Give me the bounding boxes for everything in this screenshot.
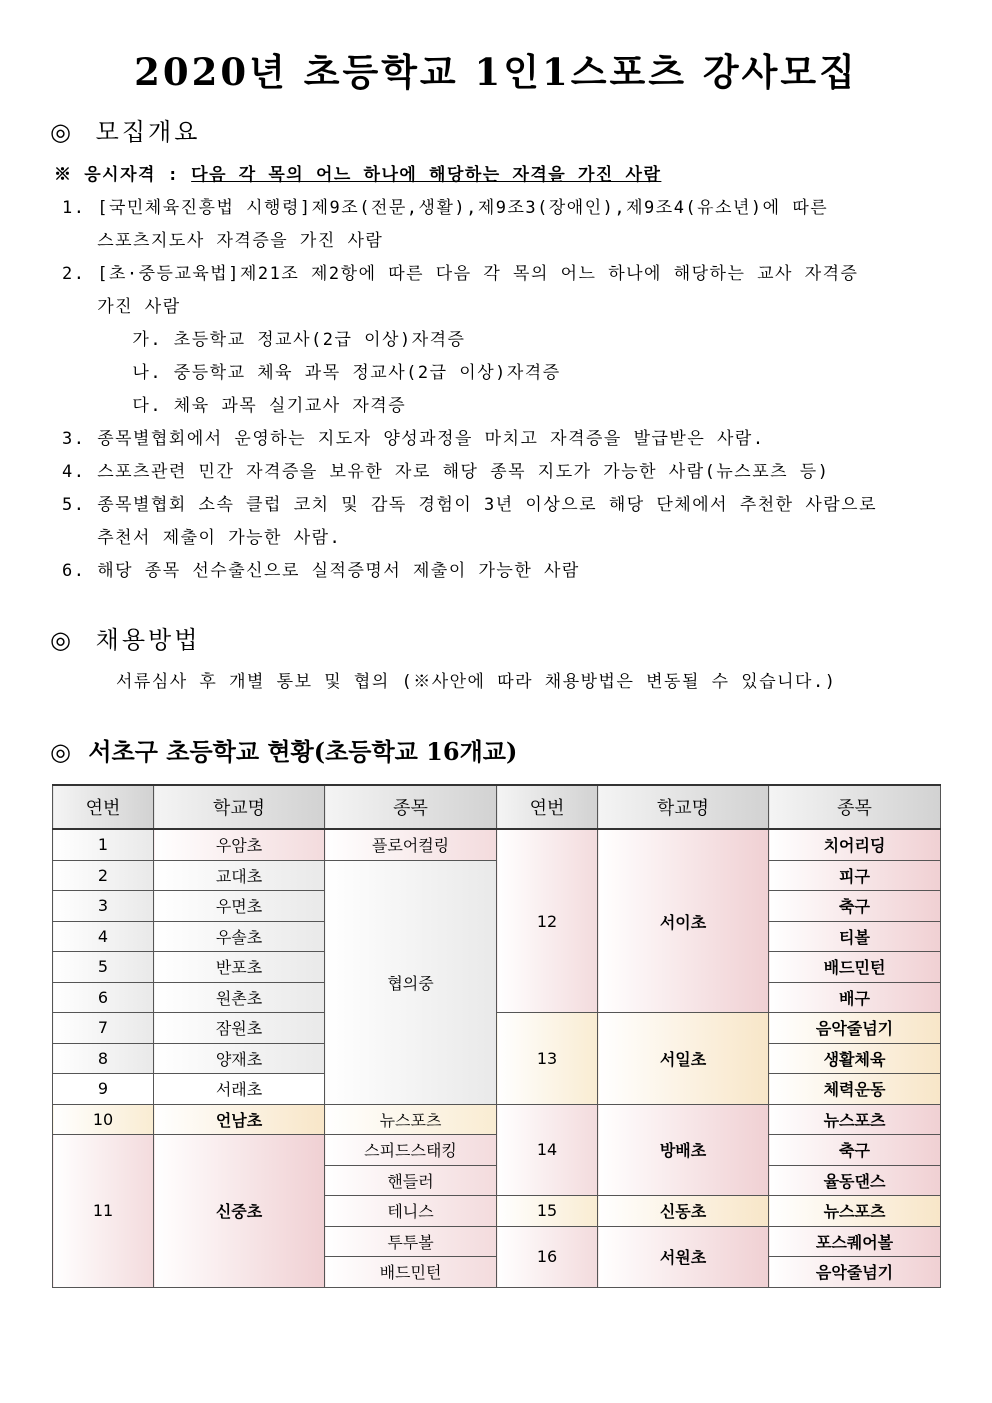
- school-name: 서일초: [598, 1013, 769, 1105]
- sport: 율동댄스: [769, 1165, 941, 1196]
- table-row: [53, 1104, 941, 1135]
- sport: 축구: [769, 891, 941, 922]
- sport: 투투볼: [325, 1226, 497, 1257]
- row-number: 7: [53, 1013, 154, 1044]
- list-item: 나. 중등학교 체육 과목 정교사(2급 이상)자격증: [62, 363, 561, 383]
- column-header: 연번: [497, 785, 598, 829]
- sport: 포스퀘어볼: [769, 1226, 941, 1257]
- list-item: 스포츠지도사 자격증을 가진 사람: [62, 231, 384, 251]
- sport: 티볼: [769, 921, 941, 952]
- row-number: 12: [497, 829, 598, 1013]
- school-status-table: [52, 784, 941, 1288]
- sport: 치어리딩: [769, 829, 941, 860]
- row-number: 11: [53, 1135, 154, 1288]
- method-text: 서류심사 후 개별 통보 및 협의 (※사안에 따라 채용방법은 변동될 수 있습니다.): [116, 672, 837, 692]
- row-number: 8: [53, 1043, 154, 1074]
- sport: 체력운동: [769, 1074, 941, 1105]
- sport: 뉴스포츠: [769, 1196, 941, 1227]
- school-name: 신동초: [598, 1196, 769, 1227]
- column-header: 종목: [769, 785, 941, 829]
- sport: 테니스: [325, 1196, 497, 1227]
- qualification-text: 다음 각 목의 어느 하나에 해당하는 자격을 가진 사람: [191, 165, 662, 185]
- sport: 생활체육: [769, 1043, 941, 1074]
- school-name: 우면초: [154, 891, 325, 922]
- section-heading-method: [50, 620, 200, 655]
- school-name: 원촌초: [154, 982, 325, 1013]
- school-name: 우솔초: [154, 921, 325, 952]
- list-item: 6. 해당 종목 선수출신으로 실적증명서 제출이 가능한 사람: [62, 561, 580, 581]
- school-name: 언남초: [154, 1104, 325, 1135]
- column-header: 종목: [325, 785, 497, 829]
- list-item: 1. [국민체육진흥법 시행령]제9조(전문,생활),제9조3(장애인),제9조4(유소년)에 따른: [62, 198, 829, 218]
- list-item: 추천서 제출이 가능한 사람.: [62, 528, 342, 548]
- row-number: 15: [497, 1196, 598, 1227]
- section-mark: ◎: [50, 118, 71, 146]
- sport: 음악줄넘기: [769, 1013, 941, 1044]
- sport: 플로어컬링: [325, 829, 497, 860]
- row-number: 9: [53, 1074, 154, 1105]
- sport: 음악줄넘기: [769, 1257, 941, 1288]
- row-number: 5: [53, 952, 154, 983]
- row-number: 4: [53, 921, 154, 952]
- school-name: 양재초: [154, 1043, 325, 1074]
- school-name: 교대초: [154, 860, 325, 891]
- table-row: [53, 1013, 941, 1044]
- school-name: 우암초: [154, 829, 325, 860]
- sport: 배구: [769, 982, 941, 1013]
- school-name: 방배초: [598, 1104, 769, 1196]
- sport-merged: 협의중: [325, 860, 497, 1104]
- sport: 스피드스태킹: [325, 1135, 497, 1166]
- row-number: 13: [497, 1013, 598, 1105]
- sport: 축구: [769, 1135, 941, 1166]
- list-item: 4. 스포츠관련 민간 자격증을 보유한 자로 해당 종목 지도가 가능한 사람(뉴스포츠 등): [62, 462, 830, 482]
- row-number: 6: [53, 982, 154, 1013]
- row-number: 1: [53, 829, 154, 860]
- row-number: 10: [53, 1104, 154, 1135]
- list-item: 2. [초·중등교육법]제21조 제2항에 따른 다음 각 목의 어느 하나에 해당하는 교사 자격증: [62, 264, 859, 284]
- sport: 배드민턴: [769, 952, 941, 983]
- list-item: 5. 종목별협회 소속 클럽 코치 및 감독 경험이 3년 이상으로 해당 단체에서 추천한 사람으로: [62, 495, 878, 515]
- list-item: 다. 체육 과목 실기교사 자격증: [62, 396, 407, 416]
- qualification-prefix: ※ 응시자격 :: [54, 165, 192, 185]
- sport: 뉴스포츠: [325, 1104, 497, 1135]
- list-item: 3. 종목별협회에서 운영하는 지도자 양성과정을 마치고 자격증을 발급받은 사람.: [62, 429, 765, 449]
- row-number: 14: [497, 1104, 598, 1196]
- school-name: 반포초: [154, 952, 325, 983]
- sport: 핸들러: [325, 1165, 497, 1196]
- page-title: 2020년 초등학교 1인1스포츠 강사모집: [134, 50, 858, 94]
- column-header: 연번: [53, 785, 154, 829]
- section-heading-text: 서초구 초등학교 현황(초등학교 16개교): [88, 737, 518, 766]
- column-header: 학교명: [154, 785, 325, 829]
- list-item: 가진 사람: [62, 297, 181, 317]
- school-name: 서이초: [598, 829, 769, 1013]
- row-number: 2: [53, 860, 154, 891]
- school-name: 서원초: [598, 1226, 769, 1287]
- list-item: 가. 초등학교 정교사(2급 이상)자격증: [62, 330, 466, 350]
- table-header-row: [53, 785, 941, 829]
- sport: 배드민턴: [325, 1257, 497, 1288]
- table-row: [53, 829, 941, 860]
- section-heading-recruitment: [50, 112, 200, 147]
- school-name: 신중초: [154, 1135, 325, 1288]
- sport: 피구: [769, 860, 941, 891]
- section-heading-text: 모집개요: [95, 118, 201, 146]
- section-heading-text: 채용방법: [95, 626, 201, 654]
- school-name: 서래초: [154, 1074, 325, 1105]
- column-header: 학교명: [598, 785, 769, 829]
- row-number: 3: [53, 891, 154, 922]
- row-number: 16: [497, 1226, 598, 1287]
- qualification-line: [54, 160, 661, 185]
- section-mark: ◎: [50, 737, 71, 766]
- school-name: 잠원초: [154, 1013, 325, 1044]
- section-mark: ◎: [50, 626, 71, 654]
- section-heading-status: [50, 732, 517, 767]
- sport: 뉴스포츠: [769, 1104, 941, 1135]
